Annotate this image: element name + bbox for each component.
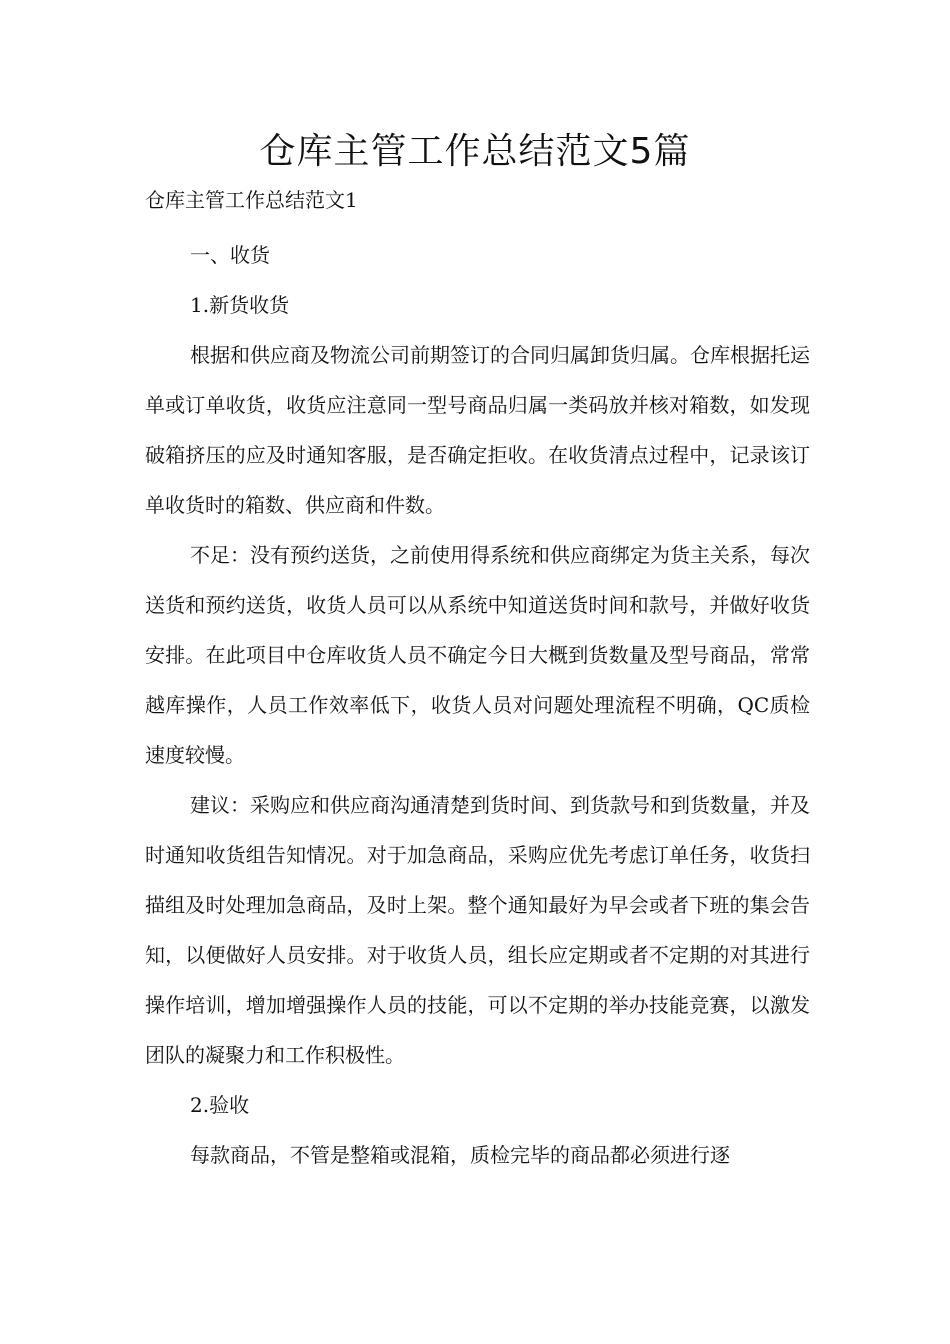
document-title: 仓库主管工作总结范文5篇 [259,131,691,172]
paragraph-receiving-process: 根据和供应商及物流公司前期签订的合同归属卸货归属。仓库根据托运单或订单收货，收货应注意同一型号商品归属一类码放并核对箱数，如发现破箱挤压的应及时通知客服，是否确定拒收。在收货清点过程中，记录该订单收货时的箱数、供应商和件数。 [145,343,810,517]
paragraph-inspection: 每款商品，不管是整箱或混箱，质检完毕的商品都必须进行逐 [190,1143,730,1167]
paragraph-shortcomings: 不足：没有预约送货，之前使用得系统和供应商绑定为货主关系，每次送货和预约送货，收货人员可以从系统中知道送货时间和款号，并做好收货安排。在此项目中仓库收货人员不确定今日大概到货数量及型号商品，常常越库操作，人员工作效率低下，收货人员对问题处理流程不明确，QC质检速度较慢。 [145,543,810,767]
paragraph-suggestions: 建议：采购应和供应商沟通清楚到货时间、到货款号和到货数量，并及时通知收货组告知情况。对于加急商品，采购应优先考虑订单任务，收货扫描组及时处理加急商品，及时上架。整个通知最好为早会或者下班的集会告知，以便做好人员安排。对于收货人员，组长应定期或者不定期的对其进行操作培训，增加增强操作人员的技能，可以不定期的举办技能竞赛，以激发团队的凝聚力和工作积极性。 [145,793,810,1067]
subsection-heading-new-goods: 1.新货收货 [190,293,290,317]
section-heading-receiving: 一、收货 [190,243,270,267]
document-subtitle: 仓库主管工作总结范文1 [145,188,358,212]
document-body [145,230,810,1180]
subsection-heading-inspection: 2.验收 [190,1093,250,1117]
